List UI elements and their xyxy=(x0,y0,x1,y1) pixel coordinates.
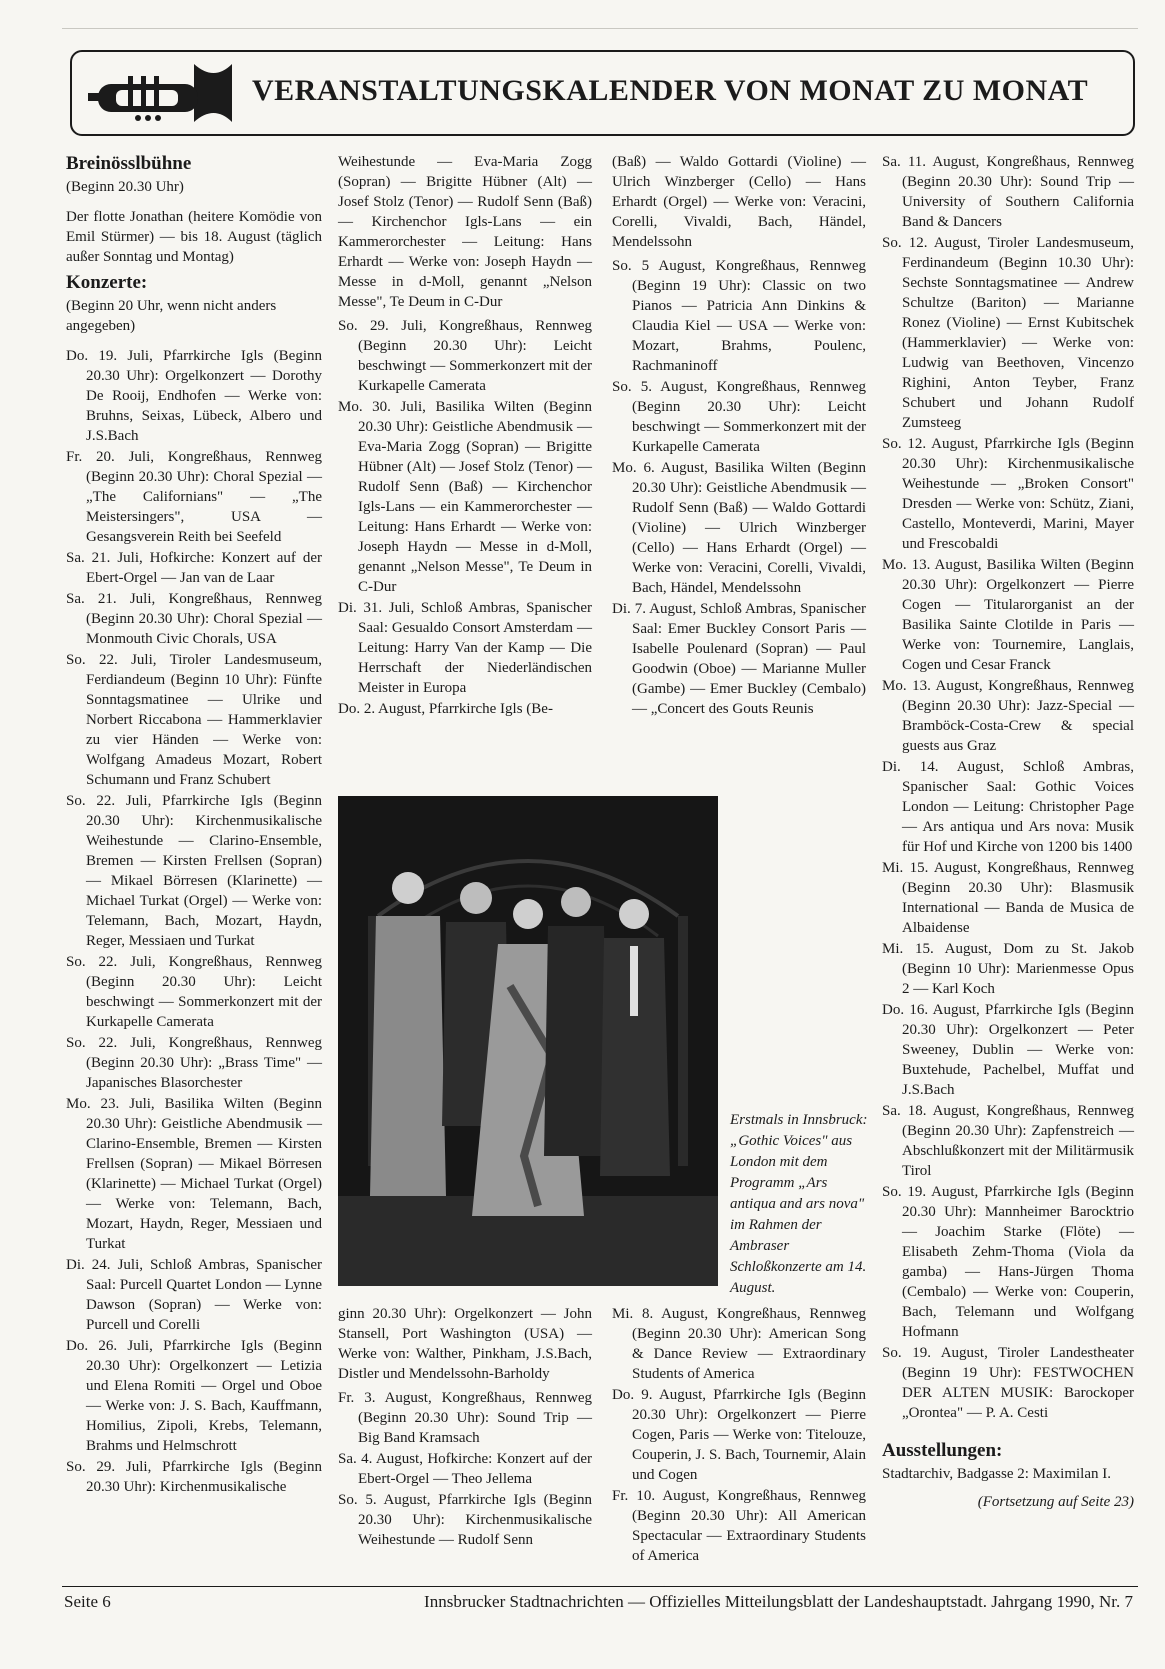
event-entry: Mo. 13. August, Kongreßhaus, Rennweg (Beginn 20.30 Uhr): Jazz-Special — Bramböck-Costa-Crew & special guests aus Graz xyxy=(882,678,1134,754)
event-entry: Do. 26. Juli, Pfarrkirche Igls (Beginn 20.30 Uhr): Orgelkonzert — Letizia und Elena Romiti — Orgel und Oboe — Werke von: J. S. Bach, Kauffmann, Homilius, Zipoli, Krebs, Telemann, Brahms und Helmschrott xyxy=(66,1338,322,1454)
event-entry: Di. 14. August, Schloß Ambras, Spanischer Saal: Gothic Voices London — Leitung: Christopher Page — Ars antiqua und Ars nova: Musik für Hof und Kirche von 1200 bis 1400 xyxy=(882,759,1134,855)
event-entry: Di. 24. Juli, Schloß Ambras, Spanischer Saal: Purcell Quartet London — Lynne Dawson (Sopran) — Werke von: Purcell und Corelli xyxy=(66,1257,322,1333)
section-subtitle: (Beginn 20.30 Uhr) xyxy=(66,179,184,195)
event-entry: Mo. 13. August, Basilika Wilten (Beginn 20.30 Uhr): Orgelkonzert — Pierre Cogen — Titularorganist an der Basilika Sainte Clotilde in Paris — Werke von: Tournemire, Langlais, Cogen und Cesar Franck xyxy=(882,557,1134,673)
event-entry: Mi. 15. August, Kongreßhaus, Rennweg (Beginn 20.30 Uhr): Blasmusik International — Banda de Musica de Albaidense xyxy=(882,860,1134,936)
event-entry: Mo. 30. Juli, Basilika Wilten (Beginn 20.30 Uhr): Geistliche Abendmusik — Eva-Maria Zogg (Sopran) — Brigitte Hübner (Alt) — Josef Stolz (Tenor) — Rudolf Senn (Baß) — Kirchenchor Igls-Lans — ein Kammerorchester — Leitung: Hans Erhardt — Werke von: Joseph Haydn — Messe in d-Moll, genannt „Nelson Messe", Te Deum in C-Dur xyxy=(338,399,592,595)
event-entry: Fr. 20. Juli, Kongreßhaus, Rennweg (Beginn 20.30 Uhr): Choral Spezial — „The Californians" — „The Meistersingers", USA — Gesangsverein Reith bei Seefeld xyxy=(66,449,322,545)
photo-illustration xyxy=(338,796,718,1286)
event-entry: So. 5. August, Kongreßhaus, Rennweg (Beginn 20.30 Uhr): Leicht beschwingt — Sommerkonzert mit der Kurkapelle Camerata xyxy=(612,379,866,455)
event-continuation: (Baß) — Waldo Gottardi (Violine) — Ulrich Winzberger (Cello) — Hans Erhardt (Orgel) — Werke von: Veracini, Corelli, Vivaldi, Bach, Händel, Mendelssohn xyxy=(612,154,866,250)
event-entry: Do. 9. August, Pfarrkirche Igls (Beginn 20.30 Uhr): Orgelkonzert — Pierre Cogen, Paris — Werke von: Titelouze, Couperin, J. S. Bach, Tournemir, Alain und Cogen xyxy=(612,1387,866,1483)
event-entry: Sa. 18. August, Kongreßhaus, Rennweg (Beginn 20.30 Uhr): Zapfenstreich — Abschlußkonzert mit der Militärmusik Tirol xyxy=(882,1103,1134,1179)
event-entry: So. 29. Juli, Pfarrkirche Igls (Beginn 20.30 Uhr): Kirchenmusikalische xyxy=(66,1459,322,1495)
event-entry: So. 19. August, Pfarrkirche Igls (Beginn 20.30 Uhr): Mannheimer Barocktrio — Joachim Starke (Flöte) — Elisabeth Zehm-Thoma (Viola da gamba) — Hans-Jürgen Thoma (Cembalo) — Werke von: Couperin, Bach, Telemann und Wolfgang Hofmann xyxy=(882,1184,1134,1340)
top-rule xyxy=(62,28,1138,29)
column-3-bottom xyxy=(612,1304,866,1567)
event-entry: Mi. 15. August, Dom zu St. Jakob (Beginn 10 Uhr): Marienmesse Opus 2 — Karl Koch xyxy=(882,941,1134,997)
footer-rule xyxy=(62,1586,1138,1587)
event-entry: Fr. 10. August, Kongreßhaus, Rennweg (Beginn 20.30 Uhr): All American Spectacular — Extraordinary Students of America xyxy=(612,1488,866,1564)
event-entry: Sa. 21. Juli, Kongreßhaus, Rennweg (Beginn 20.30 Uhr): Choral Spezial — Monmouth Civic Chorals, USA xyxy=(66,591,322,647)
event-entry: Mo. 6. August, Basilika Wilten (Beginn 20.30 Uhr): Geistliche Abendmusik — Rudolf Senn (Baß) — Waldo Gottardi (Violine) — Ulrich Winzberger (Cello) — Hans Erhardt (Orgel) — Werke von: Veracini, Corelli, Vivaldi, Bach, Händel, Mendelssohn xyxy=(612,460,866,596)
publication-line: Innsbrucker Stadtnachrichten — Offizielles Mitteilungsblatt der Landeshauptstadt. Jahrgang 1990, Nr. 7 xyxy=(424,1592,1133,1611)
photo-caption: Erstmals in Innsbruck: „Gothic Voices" aus London mit dem Programm „Ars antiqua and ars nova" im Rahmen der Ambraser Schloßkonzerte am 14. August. xyxy=(730,1112,868,1296)
event-entry: Di. 7. August, Schloß Ambras, Spanischer Saal: Emer Buckley Consort Paris — Isabelle Poulenard (Sopran) — Paul Goodwin (Oboe) — Marianne Muller (Gambe) — Emer Buckley (Cembalo) — „Concert des Gouts Reunis xyxy=(612,601,866,717)
event-continuation: ginn 20.30 Uhr): Orgelkonzert — John Stansell, Port Washington (USA) — Werke von: Walther, Pinkham, J.S.Bach, Distler und Mendelssohn-Barholdy xyxy=(338,1306,592,1382)
event-entry: Mo. 23. Juli, Basilika Wilten (Beginn 20.30 Uhr): Geistliche Abendmusik — Clarino-Ensemble, Bremen — Kirsten Frellsen (Sopran) — Mikael Börresen (Klarinette) — Michael Turkat (Orgel) — Werke von: Telemann, Bach, Mozart, Haydn, Reger, Messiaen und Turkat xyxy=(66,1096,322,1252)
section-title-konzerte: Konzerte: xyxy=(66,272,148,293)
section-title-breinoesslbuehne: Breinösslbühne xyxy=(66,153,192,174)
tuba-icon xyxy=(86,60,236,126)
page-number: Seite 6 xyxy=(64,1592,111,1611)
section-title-ausstellungen: Ausstellungen: xyxy=(882,1440,1003,1461)
column-2-bottom xyxy=(338,1304,592,1551)
event-entry: So. 29. Juli, Kongreßhaus, Rennweg (Beginn 20.30 Uhr): Leicht beschwingt — Sommerkonzert mit der Kurkapelle Camerata xyxy=(338,318,592,394)
group-photo xyxy=(338,796,718,1286)
calendar-title: VERANSTALTUNGSKALENDER VON MONAT ZU MONAT xyxy=(252,74,1089,107)
event-entry: So. 22. Juli, Kongreßhaus, Rennweg (Beginn 20.30 Uhr): „Brass Time" — Japanisches Blasorchester xyxy=(66,1035,322,1091)
event-entry: So. 5 August, Kongreßhaus, Rennweg (Beginn 19 Uhr): Classic on two Pianos — Patricia Ann Dinkins & Claudia Kiel — USA — Werke von: Mozart, Brahms, Poulenc, Rachmaninoff xyxy=(612,258,866,374)
event-entry: So. 12. August, Tiroler Landesmuseum, Ferdinandeum (Beginn 10.30 Uhr): Sechste Sonntagsmatinee — Andrew Schultze (Bariton) — Marianne Ronez (Violine) — Ernst Kubitschek (Hammerklavier) — Werke von: Ludwig van Beethoven, Vincenzo Righini, Anton Teyber, Franz Schubert und Johann Rudolf Zumsteeg xyxy=(882,235,1134,431)
event-entry: Sa. 21. Juli, Hofkirche: Konzert auf der Ebert-Orgel — Jan van de Laar xyxy=(66,550,322,586)
event-entry: So. 22. Juli, Kongreßhaus, Rennweg (Beginn 20.30 Uhr): Leicht beschwingt — Sommerkonzert mit der Kurkapelle Camerata xyxy=(66,954,322,1030)
event-entry: So. 12. August, Pfarrkirche Igls (Beginn 20.30 Uhr): Kirchenmusikalische Weihestunde — „Broken Consort" Dresden — Werke von: Schütz, Ziani, Castello, Monteverdi, Marini, Mayer und Frescobaldi xyxy=(882,436,1134,552)
event-entry: Fr. 3. August, Kongreßhaus, Rennweg (Beginn 20.30 Uhr): Sound Trip — Big Band Kramsach xyxy=(338,1390,592,1446)
column-4 xyxy=(882,152,1134,1512)
event-entry: Do. 16. August, Pfarrkirche Igls (Beginn 20.30 Uhr): Orgelkonzert — Peter Sweeney, Dublin — Werke von: Buxtehude, Pachelbel, Muffat und J.S.Bach xyxy=(882,1002,1134,1098)
exhibition-text: Stadtarchiv, Badgasse 2: Maximilan I. xyxy=(882,1466,1111,1482)
event-entry: Mi. 8. August, Kongreßhaus, Rennweg (Beginn 20.30 Uhr): American Song & Dance Review — Extraordinary Students of America xyxy=(612,1306,866,1382)
section-subtitle: (Beginn 20 Uhr, wenn nicht anders angegeben) xyxy=(66,298,277,334)
event-entry: So. 5. August, Pfarrkirche Igls (Beginn 20.30 Uhr): Kirchenmusikalische Weihestunde — Rudolf Senn xyxy=(338,1492,592,1548)
column-2-top xyxy=(338,152,592,720)
event-entry: Sa. 11. August, Kongreßhaus, Rennweg (Beginn 20.30 Uhr): Sound Trip — University of Southern California Band & Dancers xyxy=(882,154,1134,230)
event-continuation: Weihestunde — Eva-Maria Zogg (Sopran) — Brigitte Hübner (Alt) — Josef Stolz (Tenor) — Rudolf Senn (Baß) — Kirchenchor Igls-Lans — ein Kammerorchester — Leitung: Hans Erhardt — Werke von: Joseph Haydn — Messe in d-Moll, genannt „Nelson Messe", Te Deum in C-Dur xyxy=(338,154,592,310)
event-text: Der flotte Jonathan (heitere Komödie von Emil Stürmer) — bis 18. August (täglich außer Sonntag und Montag) xyxy=(66,209,322,265)
column-3-top xyxy=(612,152,866,720)
event-entry: Do. 19. Juli, Pfarrkirche Igls (Beginn 20.30 Uhr): Orgelkonzert — Dorothy De Rooij, Endhofen — Werke von: Bruhns, Seixas, Lübeck, Albero und J.S.Bach xyxy=(66,348,322,444)
event-entry: Di. 31. Juli, Schloß Ambras, Spanischer Saal: Gesualdo Consort Amsterdam — Leitung: Harry Van der Kamp — Die Herrschaft der Niederländischen Meister in Europa xyxy=(338,600,592,696)
column-1 xyxy=(66,152,322,1498)
event-entry: Sa. 4. August, Hofkirche: Konzert auf der Ebert-Orgel — Theo Jellema xyxy=(338,1451,592,1487)
calendar-header xyxy=(70,50,1135,136)
event-entry: So. 19. August, Tiroler Landestheater (Beginn 19 Uhr): FESTWOCHEN DER ALTEN MUSIK: Barockoper „Orontea" — P. A. Cesti xyxy=(882,1345,1134,1421)
event-entry: So. 22. Juli, Pfarrkirche Igls (Beginn 20.30 Uhr): Kirchenmusikalische Weihestunde — Clarino-Ensemble, Bremen — Kirsten Frellsen (Sopran) — Mikael Börresen (Klarinette) — Michael Turkat (Orgel) — Werke von: Telemann, Bach, Mozart, Haydn, Reger, Messiaen und Turkat xyxy=(66,793,322,949)
continued-note: (Fortsetzung auf Seite 23) xyxy=(977,1494,1134,1510)
event-entry: Do. 2. August, Pfarrkirche Igls (Be- xyxy=(338,701,553,717)
event-entry: So. 22. Juli, Tiroler Landesmuseum, Ferdiandeum (Beginn 10 Uhr): Fünfte Sonntagsmatinee — Ulrike und Norbert Riccabona — Hammerklavier zu vier Händen — Werke von: Wolfgang Amadeus Mozart, Robert Schumann und Franz Schubert xyxy=(66,652,322,788)
